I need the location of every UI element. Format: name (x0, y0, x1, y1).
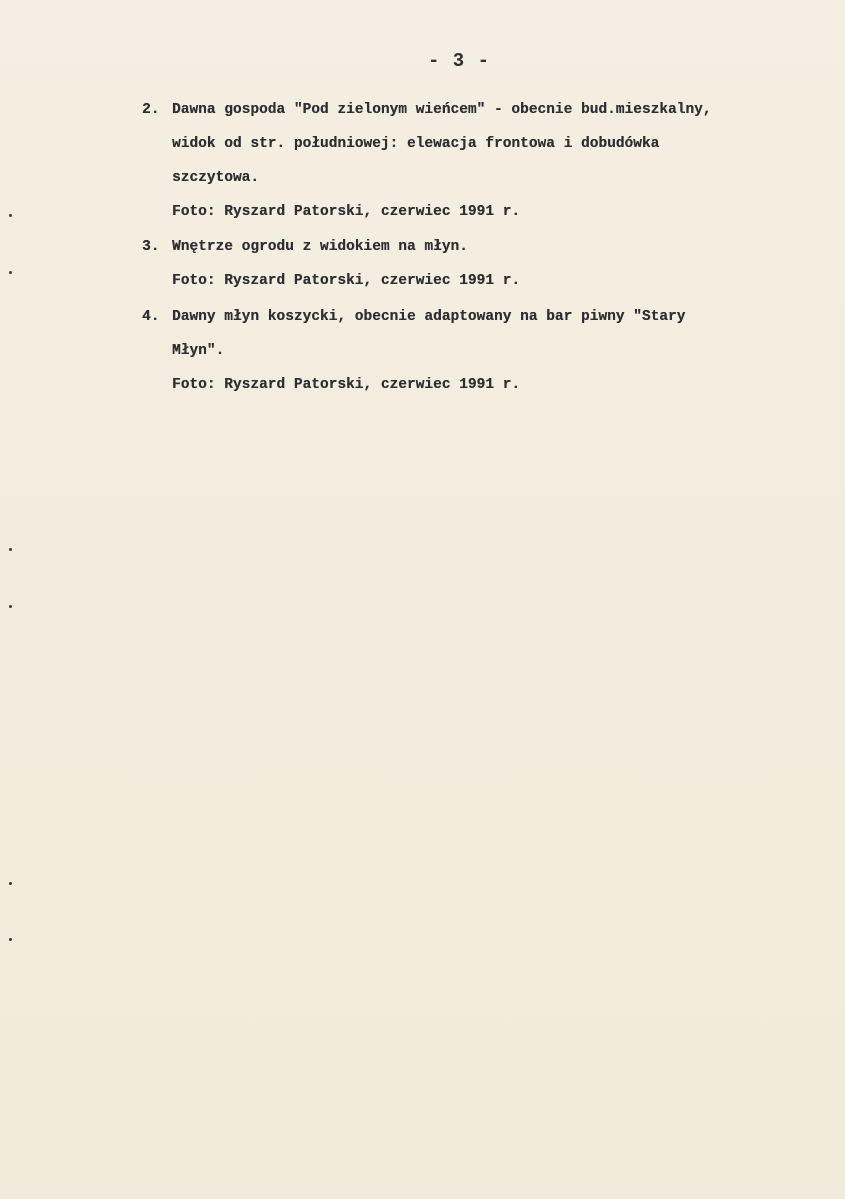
entry-number: 3. (142, 239, 160, 255)
page-number: - 3 - (428, 50, 491, 72)
entry-text: Wnętrze ogrodu z widokiem na młyn. (172, 239, 468, 255)
entry-first-line (142, 300, 842, 334)
list-item (142, 230, 842, 298)
entry-first-line (142, 230, 842, 264)
entry-text: szczytowa. (172, 170, 260, 186)
binding-hole-mark (9, 271, 12, 274)
photo-credit: Foto: Ryszard Patorski, czerwiec 1991 r. (172, 377, 521, 393)
binding-hole-mark (9, 548, 12, 551)
binding-hole-mark (9, 882, 12, 885)
binding-hole-mark (9, 214, 12, 217)
photo-credit: Foto: Ryszard Patorski, czerwiec 1991 r. (172, 204, 521, 220)
entry-number: 4. (142, 309, 160, 325)
entry-text: Młyn". (172, 343, 225, 359)
list-item (142, 300, 842, 402)
binding-hole-mark (9, 605, 12, 608)
entry-first-line (142, 93, 842, 127)
entry-text: Dawny młyn koszycki, obecnie adaptowany na bar piwny "Stary (172, 309, 686, 325)
entry-number: 2. (142, 102, 160, 118)
entry-text: widok od str. południowej: elewacja frontowa i dobudówka (172, 136, 660, 152)
binding-hole-mark (9, 938, 12, 941)
list-item (142, 93, 842, 229)
photo-credit: Foto: Ryszard Patorski, czerwiec 1991 r. (172, 273, 521, 289)
entry-text: Dawna gospoda "Pod zielonym wieńcem" - obecnie bud.mieszkalny, (172, 102, 712, 118)
